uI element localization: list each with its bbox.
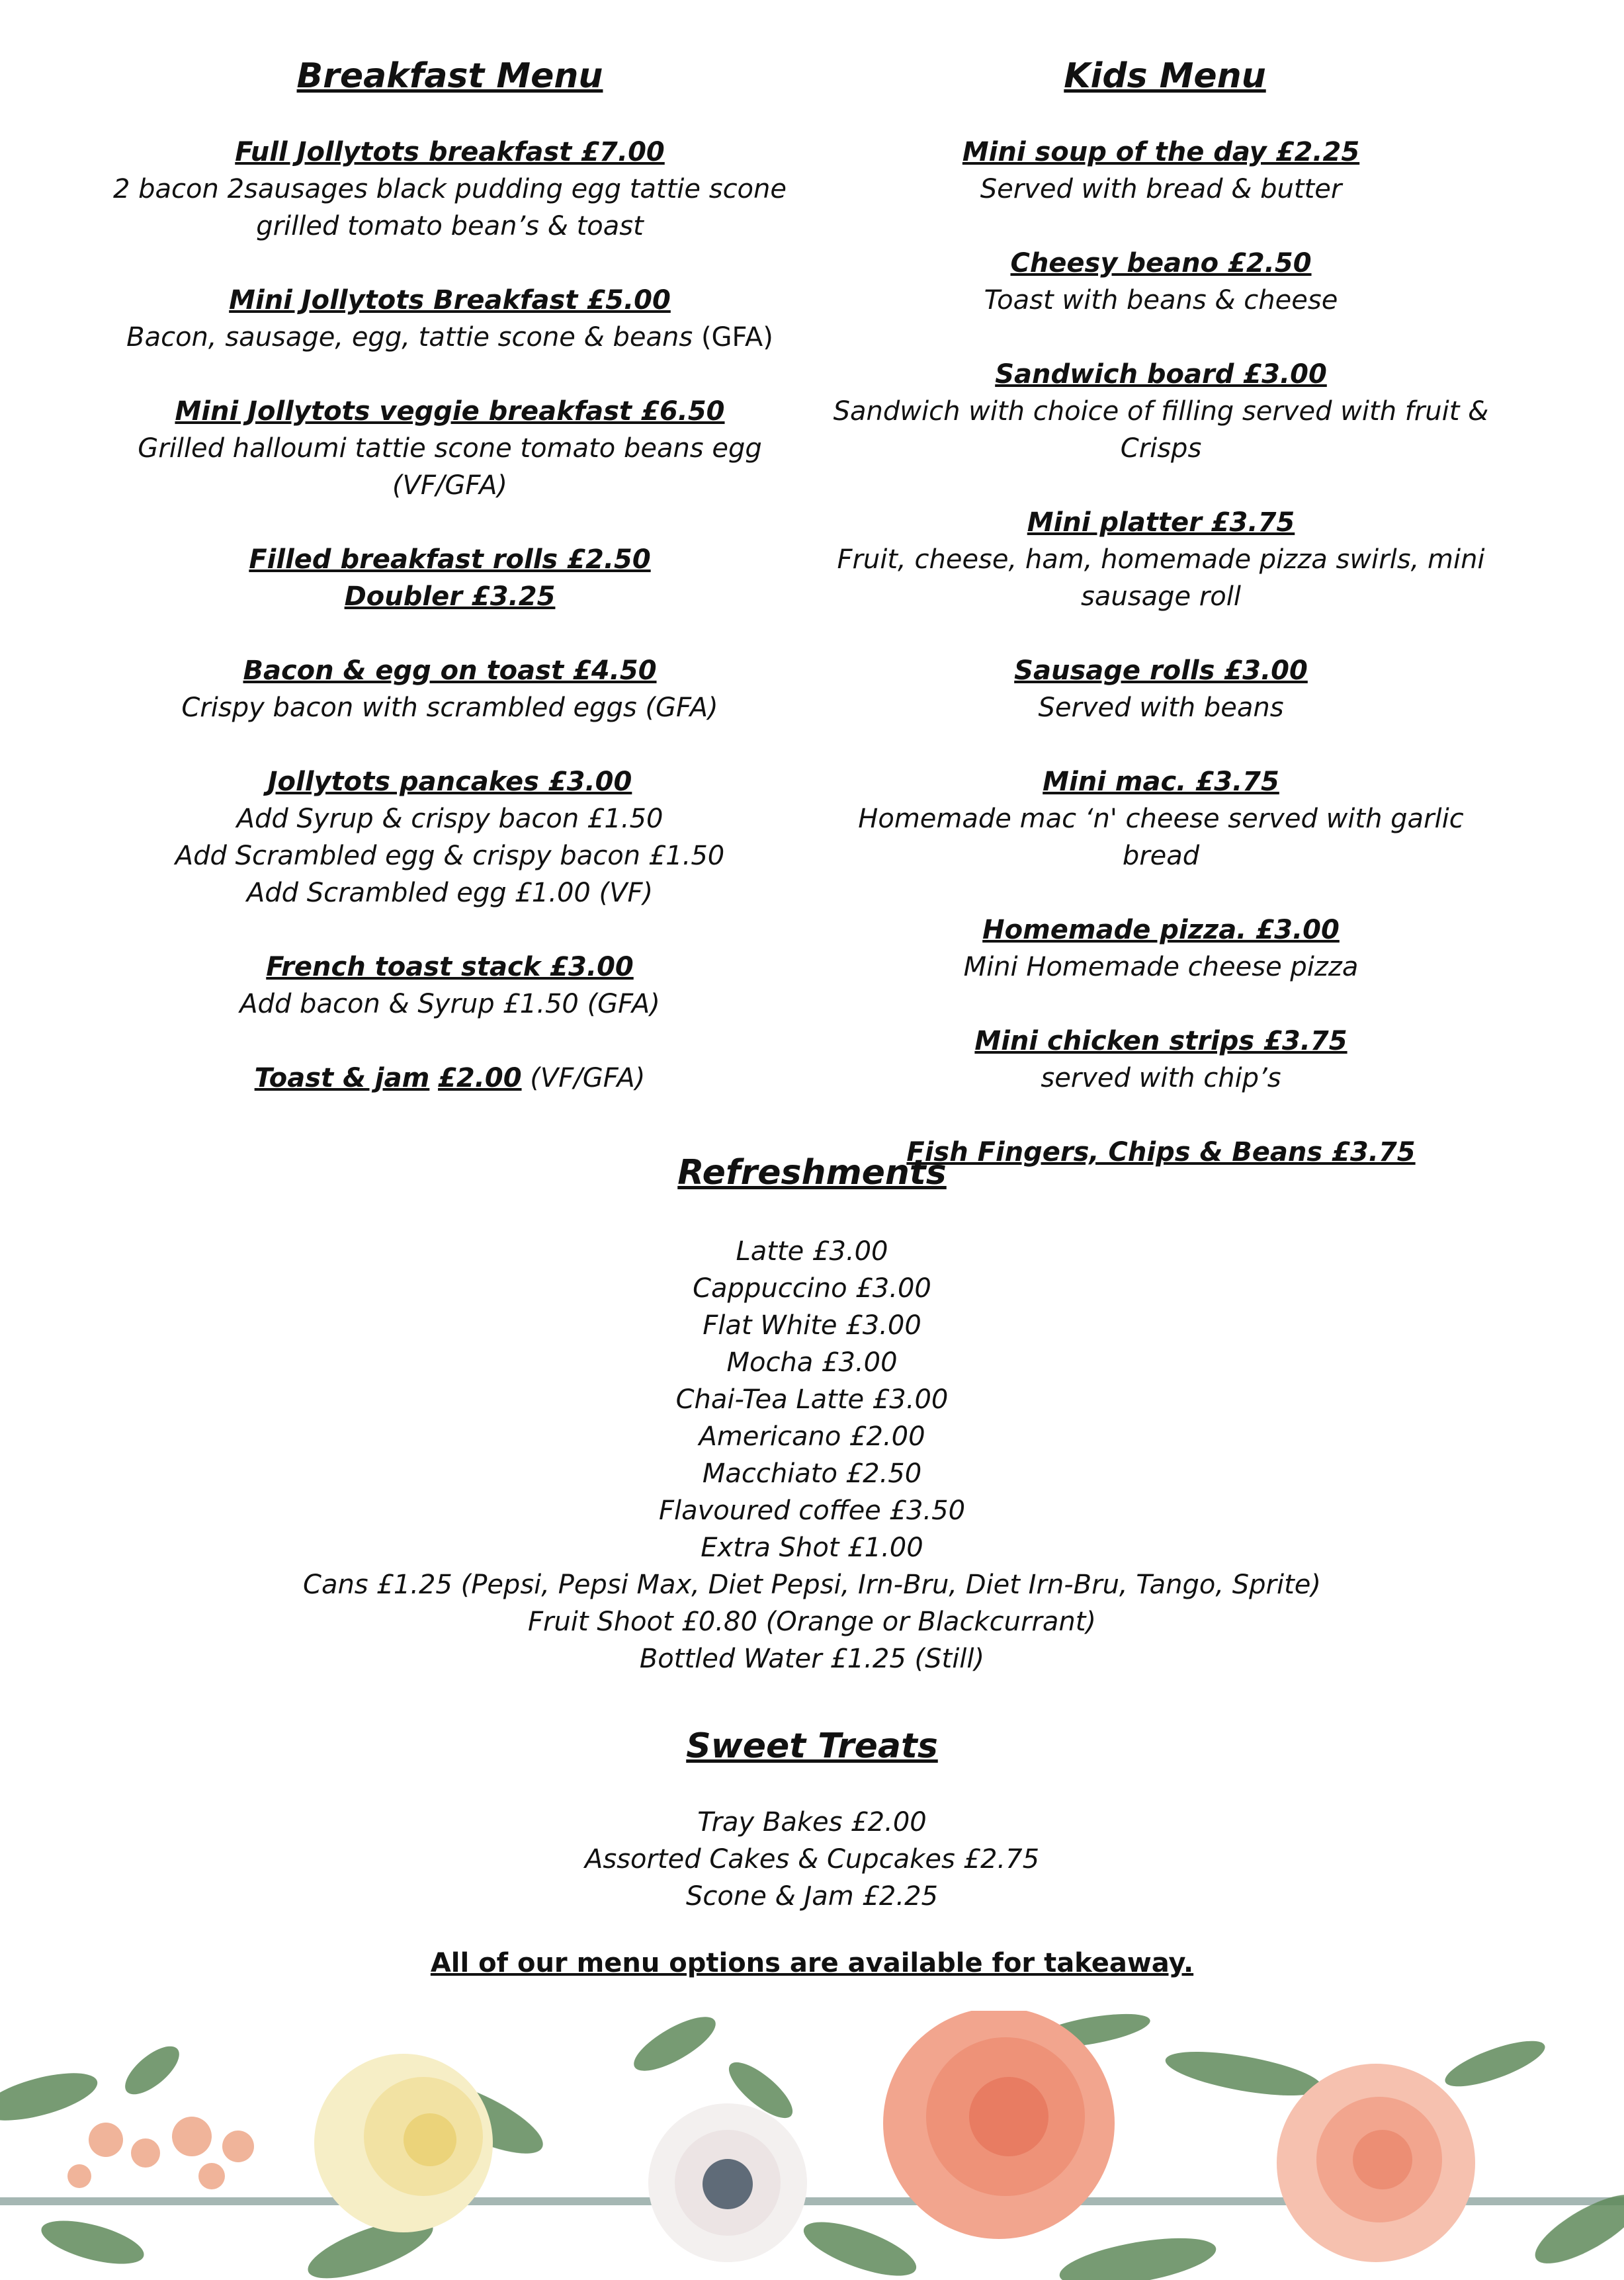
- item-title: Mini platter £3.75: [1027, 507, 1295, 538]
- sweet-treats-section: [0, 1723, 1624, 1915]
- item-title: Mini Jollytots Breakfast £5.00: [229, 285, 671, 316]
- menu-item: [79, 652, 820, 726]
- floral-border-icon: [0, 2011, 1624, 2280]
- item-title: Filled breakfast rolls £2.50: [249, 544, 651, 575]
- breakfast-menu: [79, 53, 820, 1134]
- item-title: Bacon & egg on toast £4.50: [243, 655, 657, 686]
- takeaway-note: All of our menu options are available for takeaway.: [430, 1948, 1194, 1978]
- item-title: Fish Fingers, Chips & Beans £3.75: [906, 1137, 1416, 1167]
- item-desc: Toast with beans & cheese: [984, 285, 1338, 316]
- drink-item: Latte £3.00: [736, 1236, 888, 1267]
- drink-item: Mocha £3.00: [726, 1347, 898, 1378]
- item-desc: Served with bread & butter: [980, 174, 1342, 204]
- menu-item: [79, 541, 820, 615]
- kids-heading: Kids Menu: [1064, 56, 1266, 96]
- item-desc-text: Bacon, sausage, egg, tattie scone & beans: [126, 322, 693, 353]
- item-title: Toast & jam: [254, 1063, 430, 1093]
- item-title: French toast stack £3.00: [266, 952, 634, 982]
- item-desc: [79, 319, 820, 356]
- drink-item: Chai-Tea Latte £3.00: [675, 1384, 949, 1415]
- item-title: Mini chicken strips £3.75: [974, 1026, 1347, 1056]
- item-desc: Mini Homemade cheese pizza: [963, 952, 1359, 982]
- treat-item: Tray Bakes £2.00: [697, 1807, 927, 1837]
- item-desc: served with chip’s: [1041, 1063, 1281, 1093]
- item-desc: Add Scrambled egg & crispy bacon £1.50: [175, 841, 725, 871]
- drink-item: Bottled Water £1.25 (Still): [639, 1644, 985, 1674]
- item-desc: Grilled halloumi tattie scone tomato beans egg: [138, 433, 762, 464]
- menu-item: [820, 652, 1502, 726]
- item-desc: Sandwich with choice of filling served with fruit &: [833, 396, 1489, 427]
- item-title: Mini mac. £3.75: [1043, 767, 1279, 797]
- item-desc: Add bacon & Syrup £1.50 (GFA): [239, 989, 660, 1019]
- item-desc: Homemade mac ‘n' cheese served with garlic bread: [858, 804, 1464, 871]
- drink-item: Fruit Shoot £0.80 (Orange or Blackcurrant): [528, 1607, 1096, 1637]
- item-desc: grilled tomato bean’s & toast: [256, 211, 644, 241]
- item-title: Cheesy beano £2.50: [1010, 248, 1312, 278]
- sweet-treats-heading: Sweet Treats: [686, 1726, 938, 1766]
- drink-item: Cappuccino £3.00: [693, 1273, 931, 1304]
- kids-menu: [820, 53, 1502, 1208]
- treat-item: Assorted Cakes & Cupcakes £2.75: [584, 1844, 1040, 1875]
- menu-item: [79, 763, 820, 911]
- item-title: Sandwich board £3.00: [995, 359, 1327, 390]
- drink-item: Cans £1.25 (Pepsi, Pepsi Max, Diet Pepsi, Irn-Bru, Diet Irn-Bru, Tango, Sprite): [303, 1570, 1321, 1600]
- menu-item: [820, 504, 1502, 615]
- drink-item: Flat White £3.00: [703, 1310, 921, 1341]
- drink-item: Macchiato £2.50: [702, 1458, 922, 1489]
- drink-item: Flavoured coffee £3.50: [658, 1496, 966, 1526]
- diet-tag: (GFA): [701, 322, 773, 353]
- treat-item: Scone & Jam £2.25: [686, 1881, 938, 1912]
- refreshments-heading: Refreshments: [677, 1153, 947, 1193]
- item-desc: sausage roll: [1081, 581, 1241, 612]
- item-desc: Fruit, cheese, ham, homemade pizza swirls, mini: [837, 544, 1485, 575]
- item-desc: Add Syrup & crispy bacon £1.50: [236, 804, 663, 834]
- item-title: Mini soup of the day £2.25: [962, 137, 1360, 167]
- item-title: Doubler £3.25: [344, 581, 556, 612]
- menu-item: [79, 1060, 820, 1097]
- item-title: Sausage rolls £3.00: [1014, 655, 1308, 686]
- menu-item: [820, 1023, 1502, 1097]
- menu-item: [79, 393, 820, 504]
- item-desc: Crisps: [1120, 433, 1202, 464]
- item-title: Jollytots pancakes £3.00: [267, 767, 632, 797]
- item-desc: Served with beans: [1038, 693, 1284, 723]
- menu-item: [820, 245, 1502, 319]
- menu-item: [820, 911, 1502, 986]
- item-price: £2.00: [438, 1063, 522, 1093]
- menu-item: [820, 134, 1502, 208]
- drink-item: Americano £2.00: [699, 1421, 925, 1452]
- item-title: Homemade pizza. £3.00: [982, 915, 1340, 945]
- refreshments-section: [0, 1150, 1624, 1677]
- item-desc: 2 bacon 2sausages black pudding egg tattie scone: [112, 174, 787, 204]
- item-title: Mini Jollytots veggie breakfast £6.50: [175, 396, 725, 427]
- menu-item: [79, 134, 820, 245]
- menu-item: [79, 282, 820, 356]
- menu-item: [820, 356, 1502, 467]
- breakfast-heading: Breakfast Menu: [296, 56, 603, 96]
- item-title: Full Jollytots breakfast £7.00: [235, 137, 665, 167]
- item-desc: Crispy bacon with scrambled eggs (GFA): [181, 693, 718, 723]
- item-desc: (VF/GFA): [392, 470, 508, 501]
- menu-item: [820, 763, 1502, 874]
- item-desc: Add Scrambled egg £1.00 (VF): [246, 878, 654, 908]
- diet-tag: (VF/GFA): [530, 1063, 646, 1093]
- drink-item: Extra Shot £1.00: [701, 1533, 923, 1563]
- menu-item: [79, 949, 820, 1023]
